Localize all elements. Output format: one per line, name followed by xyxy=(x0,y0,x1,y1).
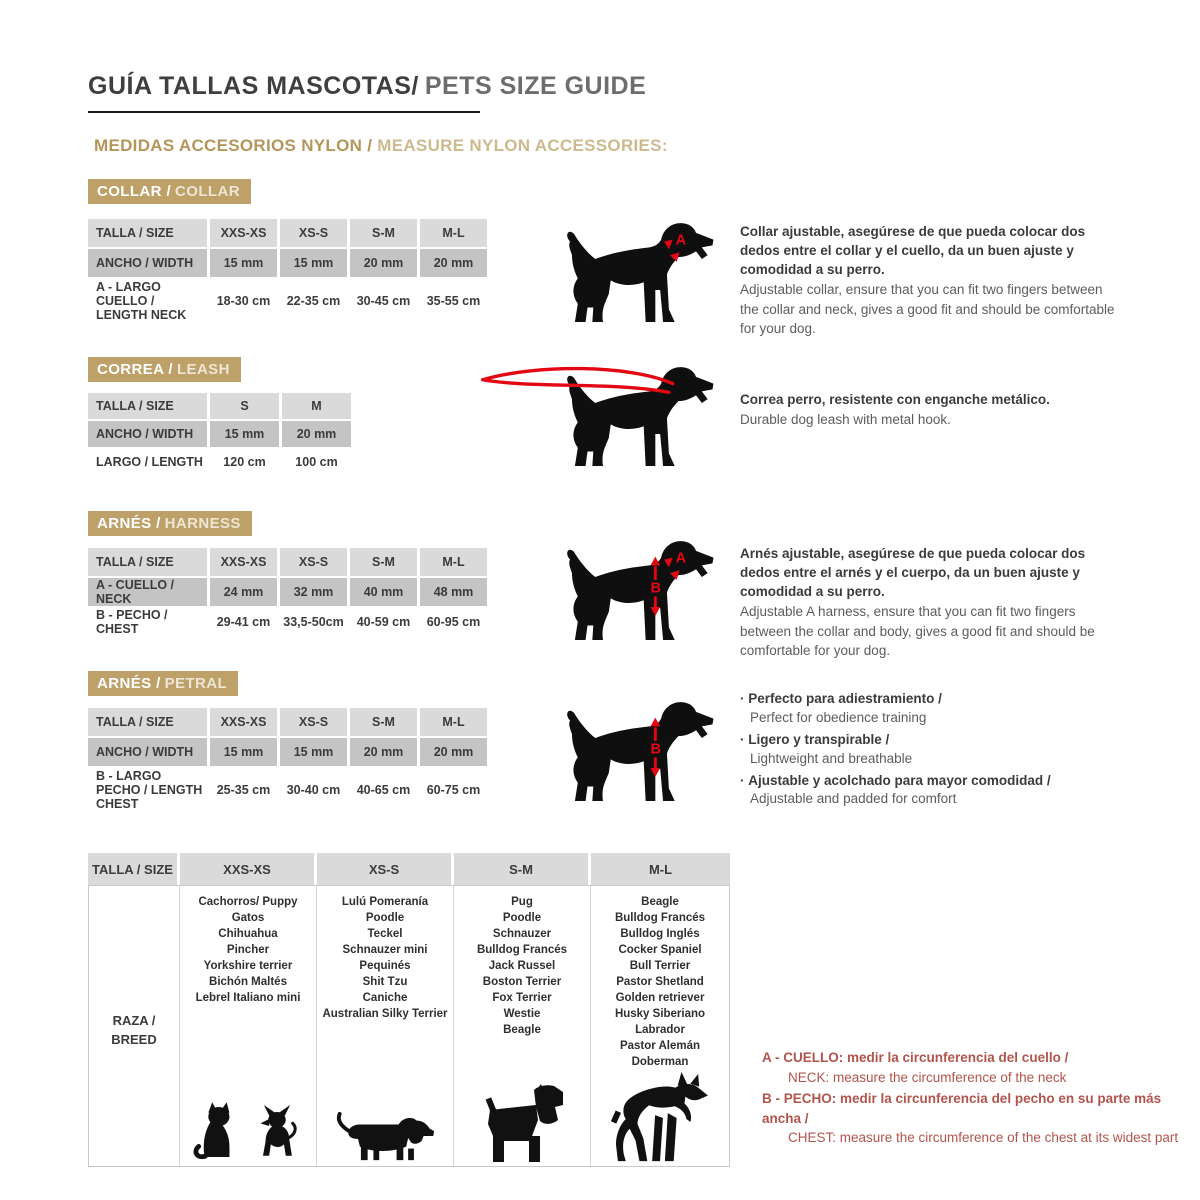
collar-th-s-m: S-M xyxy=(350,219,420,249)
collar-th-xxs-xs: XXS-XS xyxy=(210,219,280,249)
collar-neck-cell: 30-45 cm xyxy=(350,279,420,325)
harness-chest-cell: 40-59 cm xyxy=(350,608,420,638)
breed-row-label-es: RAZA / xyxy=(112,1012,156,1028)
petral-bullet-es: · Perfecto para adiestramiento / xyxy=(740,690,1130,709)
breed-item: Lebrel Italiano mini xyxy=(195,992,301,1004)
petral-badge-en: PETRAL xyxy=(164,675,228,692)
petral-width-cell: 15 mm xyxy=(280,738,350,768)
leash-length-cell: 100 cm xyxy=(282,449,354,477)
harness-neck-cell: 40 mm xyxy=(350,578,420,608)
petral-th-m-l: M-L xyxy=(420,708,490,738)
page-subtitle xyxy=(94,136,668,156)
dog-silhouette xyxy=(567,702,713,801)
doberman-icon xyxy=(608,1072,712,1164)
breed-th-size: TALLA / SIZE xyxy=(88,853,180,885)
chihuahua-icon xyxy=(249,1102,305,1164)
collar-badge-es: COLLAR / xyxy=(97,183,172,200)
title-underline xyxy=(88,111,480,113)
harness-th-size: TALLA / SIZE xyxy=(88,548,210,578)
breed-item: Fox Terrier xyxy=(492,992,552,1004)
collar-size-table xyxy=(88,219,490,325)
breed-item: Jack Russel xyxy=(488,960,556,972)
collar-th-xs-s: XS-S xyxy=(280,219,350,249)
collar-th-size: TALLA / SIZE xyxy=(88,219,210,249)
collar-neck-cell: 35-55 cm xyxy=(420,279,490,325)
page-subtitle-en: MEASURE NYLON ACCESSORIES: xyxy=(377,136,668,155)
cat-icon xyxy=(191,1100,241,1164)
petral-bullet xyxy=(740,690,1130,728)
petral-row-chest-label: B - LARGO PECHO / LENGTH CHEST xyxy=(88,768,210,814)
harness-dog-illustration xyxy=(478,536,728,649)
breed-row-label xyxy=(89,886,180,1166)
leash-row-length-label: LARGO / LENGTH xyxy=(88,449,210,477)
breed-item: Westie xyxy=(503,1008,541,1020)
petral-badge xyxy=(88,671,238,696)
dog-silhouette xyxy=(567,223,713,322)
harness-th-xxs-xs: XXS-XS xyxy=(210,548,280,578)
petral-th-xs-s: XS-S xyxy=(280,708,350,738)
leash-length-cell: 120 cm xyxy=(210,449,282,477)
breed-table-body xyxy=(88,885,730,1167)
dachshund-icon xyxy=(334,1110,436,1164)
petral-chest-cell: 60-75 cm xyxy=(420,768,490,814)
petral-dog-illustration xyxy=(478,697,728,810)
silhouettes-xs-s xyxy=(334,1110,436,1166)
harness-badge xyxy=(88,511,252,536)
leash-th-m: M xyxy=(282,393,354,421)
page-title-es: GUÍA TALLAS MASCOTAS/ xyxy=(88,72,419,100)
harness-row-neck-label: A - CUELLO / NECK xyxy=(88,578,210,608)
breed-item: Cachorros/ Puppy xyxy=(198,896,298,908)
breed-list-m-l xyxy=(615,894,705,1070)
breed-th-s-m: S-M xyxy=(454,853,591,885)
page-title-en: PETS SIZE GUIDE xyxy=(424,72,647,100)
collar-width-cell: 20 mm xyxy=(420,249,490,279)
collar-badge xyxy=(88,179,251,204)
harness-th-m-l: M-L xyxy=(420,548,490,578)
breed-item: Chihuahua xyxy=(218,928,278,940)
svg-text:A: A xyxy=(675,232,687,249)
leash-description xyxy=(740,390,1118,429)
petral-chest-cell: 40-65 cm xyxy=(350,768,420,814)
breed-item: Labrador xyxy=(635,1024,685,1036)
breed-item: Poodle xyxy=(365,912,405,924)
breed-item: Doberman xyxy=(631,1056,689,1068)
harness-th-xs-s: XS-S xyxy=(280,548,350,578)
page-title xyxy=(88,72,646,101)
collar-row-neck-label: A - LARGO CUELLO / LENGTH NECK xyxy=(88,279,210,325)
breed-item: Caniche xyxy=(362,992,408,1004)
breed-item: Pequinés xyxy=(359,960,411,972)
silhouettes-m-l xyxy=(608,1072,712,1166)
breed-item: Cocker Spaniel xyxy=(618,944,702,956)
leash-desc-en: Durable dog leash with metal hook. xyxy=(740,412,951,428)
breed-item: Teckel xyxy=(367,928,403,940)
petral-width-cell: 20 mm xyxy=(350,738,420,768)
silhouettes-xxs-xs xyxy=(191,1100,305,1166)
dog-silhouette xyxy=(567,541,713,640)
harness-neck-cell: 24 mm xyxy=(210,578,280,608)
breed-row-label-en: BREED xyxy=(111,1032,157,1047)
leash-desc-es: Correa perro, resistente con enganche metálico. xyxy=(740,392,1050,407)
breed-item: Schnauzer xyxy=(492,928,552,940)
note-a-es: A - CUELLO: medir la circunferencia del cuello / xyxy=(762,1050,1069,1065)
breed-item: Pastor Shetland xyxy=(616,976,704,988)
breed-list-xxs-xs xyxy=(196,894,301,1006)
collar-neck-cell: 22-35 cm xyxy=(280,279,350,325)
page-subtitle-es: MEDIDAS ACCESORIOS NYLON / xyxy=(94,136,373,155)
petral-row-width-label: ANCHO / WIDTH xyxy=(88,738,210,768)
breed-item: Pastor Alemán xyxy=(619,1040,701,1052)
petral-bullet-en: Adjustable and padded for comfort xyxy=(750,791,957,807)
harness-chest-cell: 60-95 cm xyxy=(420,608,490,638)
breed-list-xs-s xyxy=(322,894,447,1022)
note-b-en: CHEST: measure the circumference of the chest at its widest part xyxy=(788,1130,1179,1146)
harness-badge-en: HARNESS xyxy=(164,515,241,532)
dog-silhouette xyxy=(567,367,713,466)
breed-item: Bichón Maltés xyxy=(209,976,287,988)
petral-th-size: TALLA / SIZE xyxy=(88,708,210,738)
breed-item: Gatos xyxy=(231,912,265,924)
petral-width-cell: 15 mm xyxy=(210,738,280,768)
harness-badge-es: ARNÉS / xyxy=(97,515,161,532)
breed-item: Bulldog Inglés xyxy=(620,928,700,940)
collar-width-cell: 15 mm xyxy=(280,249,350,279)
breed-th-m-l: M-L xyxy=(591,853,730,885)
harness-desc-es: Arnés ajustable, asegúrese de que pueda colocar dos dedos entre el arnés y el cuerpo, da un buen ajuste y comodidad a su perro. xyxy=(740,546,1086,600)
collar-dog-illustration xyxy=(478,218,728,331)
harness-chest-cell: 29-41 cm xyxy=(210,608,280,638)
note-a-en: NECK: measure the circumference of the neck xyxy=(788,1069,1067,1085)
measure-notes xyxy=(762,1048,1196,1150)
breed-col-xxs-xs xyxy=(180,886,317,1166)
collar-row-width-label: ANCHO / WIDTH xyxy=(88,249,210,279)
harness-th-s-m: S-M xyxy=(350,548,420,578)
collar-description xyxy=(740,222,1118,338)
svg-text:B: B xyxy=(650,741,661,758)
harness-neck-cell: 32 mm xyxy=(280,578,350,608)
breed-item: Beagle xyxy=(641,896,679,908)
breed-item: Lulú Pomeranía xyxy=(341,896,429,908)
petral-bullet xyxy=(740,772,1130,810)
leash-row-width-label: ANCHO / WIDTH xyxy=(88,421,210,449)
schnauzer-icon xyxy=(478,1084,566,1164)
note-b-es: B - PECHO: medir la circunferencia del pecho en su parte más ancha / xyxy=(762,1091,1162,1126)
petral-bullet-en: Lightweight and breathable xyxy=(750,750,913,766)
leash-badge-en: LEASH xyxy=(176,361,230,378)
leash-badge-es: CORREA / xyxy=(97,361,173,378)
svg-text:B: B xyxy=(650,580,661,597)
petral-badge-es: ARNÉS / xyxy=(97,675,161,692)
petral-size-table xyxy=(88,708,490,814)
breed-col-s-m xyxy=(454,886,591,1166)
breed-item: Shit Tzu xyxy=(362,976,408,988)
leash-th-s: S xyxy=(210,393,282,421)
harness-row-chest-label: B - PECHO / CHEST xyxy=(88,608,210,638)
leash-width-cell: 15 mm xyxy=(210,421,282,449)
petral-chest-cell: 25-35 cm xyxy=(210,768,280,814)
breed-item: Pincher xyxy=(226,944,270,956)
petral-th-xxs-xs: XXS-XS xyxy=(210,708,280,738)
leash-width-cell: 20 mm xyxy=(282,421,354,449)
breed-item: Golden retriever xyxy=(615,992,705,1004)
breed-table-header xyxy=(88,853,730,885)
breed-col-xs-s xyxy=(317,886,454,1166)
leash-th-size: TALLA / SIZE xyxy=(88,393,210,421)
collar-width-cell: 20 mm xyxy=(350,249,420,279)
breed-item: Bull Terrier xyxy=(629,960,691,972)
collar-desc-en: Adjustable collar, ensure that you can fit two fingers between the collar and neck, gives a good fit and should be comfortable for your dog. xyxy=(740,282,1115,336)
leash-dog-illustration xyxy=(478,362,728,475)
petral-bullet xyxy=(740,731,1130,769)
svg-text:A: A xyxy=(675,550,687,567)
breed-item: Bulldog Francés xyxy=(476,944,568,956)
petral-bullet-es: · Ligero y transpirable / xyxy=(740,731,1130,750)
collar-desc-es: Collar ajustable, asegúrese de que pueda colocar dos dedos entre el collar y el cuello, da un buen ajuste y comodidad a su perro. xyxy=(740,224,1086,278)
breed-th-xxs-xs: XXS-XS xyxy=(180,853,317,885)
breed-item: Australian Silky Terrier xyxy=(322,1008,448,1020)
collar-width-cell: 15 mm xyxy=(210,249,280,279)
petral-feature-list xyxy=(740,690,1130,812)
collar-th-m-l: M-L xyxy=(420,219,490,249)
petral-th-s-m: S-M xyxy=(350,708,420,738)
breed-th-xs-s: XS-S xyxy=(317,853,454,885)
harness-description xyxy=(740,544,1118,660)
leash-badge xyxy=(88,357,241,382)
harness-desc-en: Adjustable A harness, ensure that you can fit two fingers between the collar and body, gives a good fit and should be comfortable for your dog. xyxy=(740,604,1095,658)
petral-bullet-en: Perfect for obedience training xyxy=(750,709,927,725)
breed-item: Husky Siberiano xyxy=(614,1008,706,1020)
harness-chest-cell: 33,5-50cm xyxy=(280,608,350,638)
breed-item: Bulldog Francés xyxy=(614,912,706,924)
harness-neck-cell: 48 mm xyxy=(420,578,490,608)
breed-item: Schnauzer mini xyxy=(342,944,428,956)
collar-neck-cell: 18-30 cm xyxy=(210,279,280,325)
breed-item: Poodle xyxy=(502,912,542,924)
leash-size-table xyxy=(88,393,354,477)
breed-col-m-l xyxy=(591,886,729,1166)
breed-item: Boston Terrier xyxy=(482,976,562,988)
petral-bullet-es: · Ajustable y acolchado para mayor comodidad / xyxy=(740,772,1130,791)
breed-item: Beagle xyxy=(503,1024,541,1036)
petral-width-cell: 20 mm xyxy=(420,738,490,768)
harness-size-table xyxy=(88,548,490,638)
collar-badge-en: COLLAR xyxy=(175,183,240,200)
breed-list-s-m xyxy=(477,894,567,1038)
breed-item: Pug xyxy=(511,896,533,908)
breed-item: Yorkshire terrier xyxy=(203,960,293,972)
petral-chest-cell: 30-40 cm xyxy=(280,768,350,814)
silhouettes-s-m xyxy=(478,1084,566,1166)
